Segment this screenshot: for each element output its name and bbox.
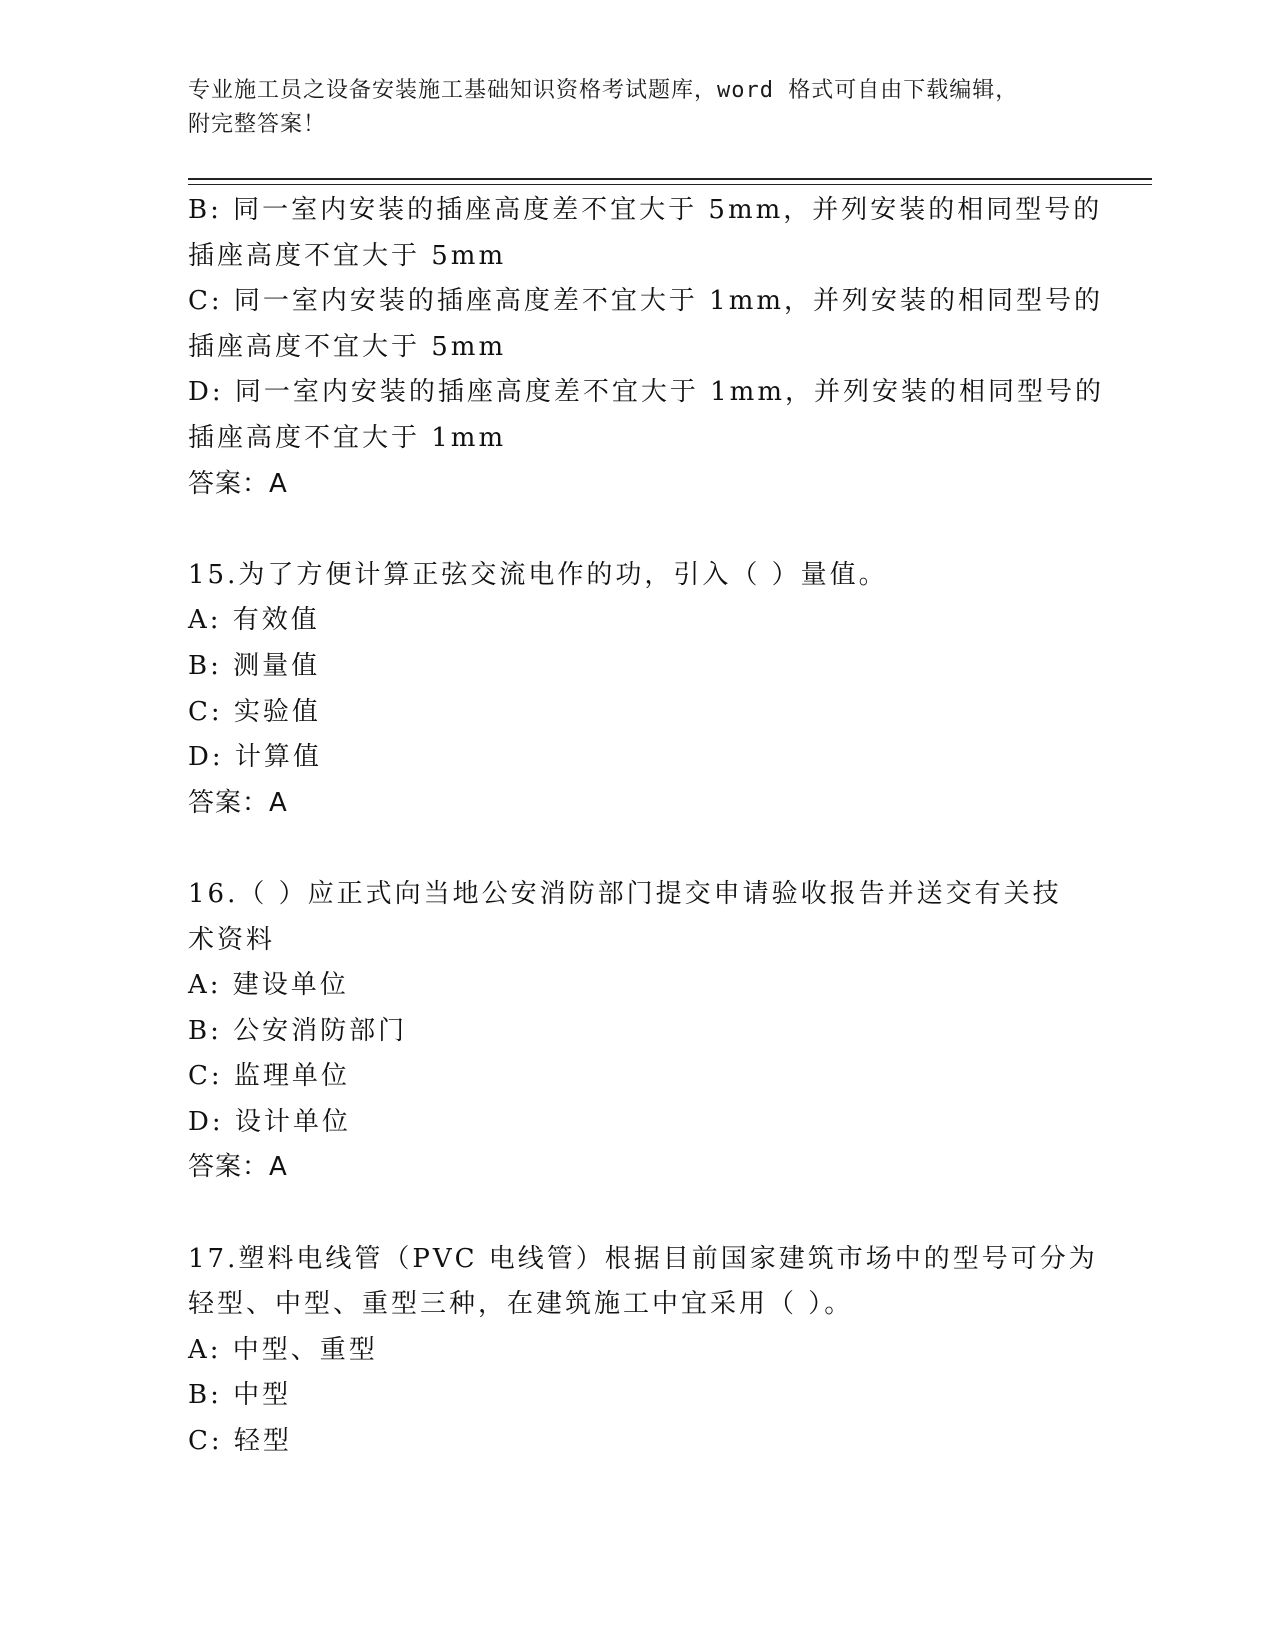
question-16 <box>188 872 1088 1191</box>
spacer <box>188 1191 1088 1237</box>
option-b: B: 中型 <box>188 1380 292 1411</box>
page-header <box>188 74 1068 142</box>
option-c: C: 轻型 <box>188 1426 292 1457</box>
option-a: A: 建设单位 <box>188 970 349 1001</box>
option-d-line-1: D: 同一室内安装的插座高度差不宜大于 1mm，并列安装的相同型号的 <box>188 377 1104 408</box>
option-d: D: 计算值 <box>188 742 322 773</box>
question-content <box>188 188 1104 1465</box>
question-stem-line-1: 17.塑料电线管（PVC 电线管）根据目前国家建筑市场中的型号可分为 <box>188 1243 1098 1274</box>
question-stem-line-2: 轻型、中型、重型三种，在建筑施工中宜采用（ ）。 <box>188 1289 854 1320</box>
option-b-line-1: B: 同一室内安装的插座高度差不宜大于 5mm，并列安装的相同型号的 <box>188 195 1103 225</box>
question-17 <box>188 1237 1098 1465</box>
spacer <box>188 507 1088 553</box>
option-a: A: 有效值 <box>188 605 320 636</box>
answer-line: 答案：A <box>188 468 288 499</box>
question-stem-line-2: 术资料 <box>188 924 276 955</box>
option-c: C: 监理单位 <box>188 1061 350 1092</box>
option-c-line-1: C: 同一室内安装的插座高度差不宜大于 1mm，并列安装的相同型号的 <box>188 286 1104 317</box>
question-stem: 15.为了方便计算正弦交流电作的功，引入（ ）量值。 <box>188 559 888 590</box>
option-b: B: 公安消防部门 <box>188 1015 408 1046</box>
option-a: A: 中型、重型 <box>188 1334 378 1365</box>
header-divider-thick <box>188 178 1152 180</box>
option-d-line-2: 插座高度不宜大于 1mm <box>188 422 507 453</box>
header-line-2: 附完整答案！ <box>188 112 327 137</box>
option-b: B: 测量值 <box>188 650 321 681</box>
question-14-tail <box>188 188 1104 507</box>
option-c: C: 实验值 <box>188 696 321 727</box>
answer-line: 答案：A <box>188 787 288 818</box>
option-c-line-2: 插座高度不宜大于 5mm <box>188 331 507 362</box>
header-divider-thin <box>188 184 1152 185</box>
option-d: D: 设计单位 <box>188 1106 351 1137</box>
answer-line: 答案：A <box>188 1152 288 1183</box>
question-15 <box>188 553 1088 827</box>
option-b-line-2: 插座高度不宜大于 5mm <box>188 240 507 271</box>
header-line-1: 专业施工员之设备安装施工基础知识资格考试题库，word 格式可自由下载编辑， <box>188 78 1019 103</box>
question-stem-line-1: 16.（ ）应正式向当地公安消防部门提交申请验收报告并送交有关技 <box>188 878 1062 909</box>
spacer <box>188 826 1088 872</box>
